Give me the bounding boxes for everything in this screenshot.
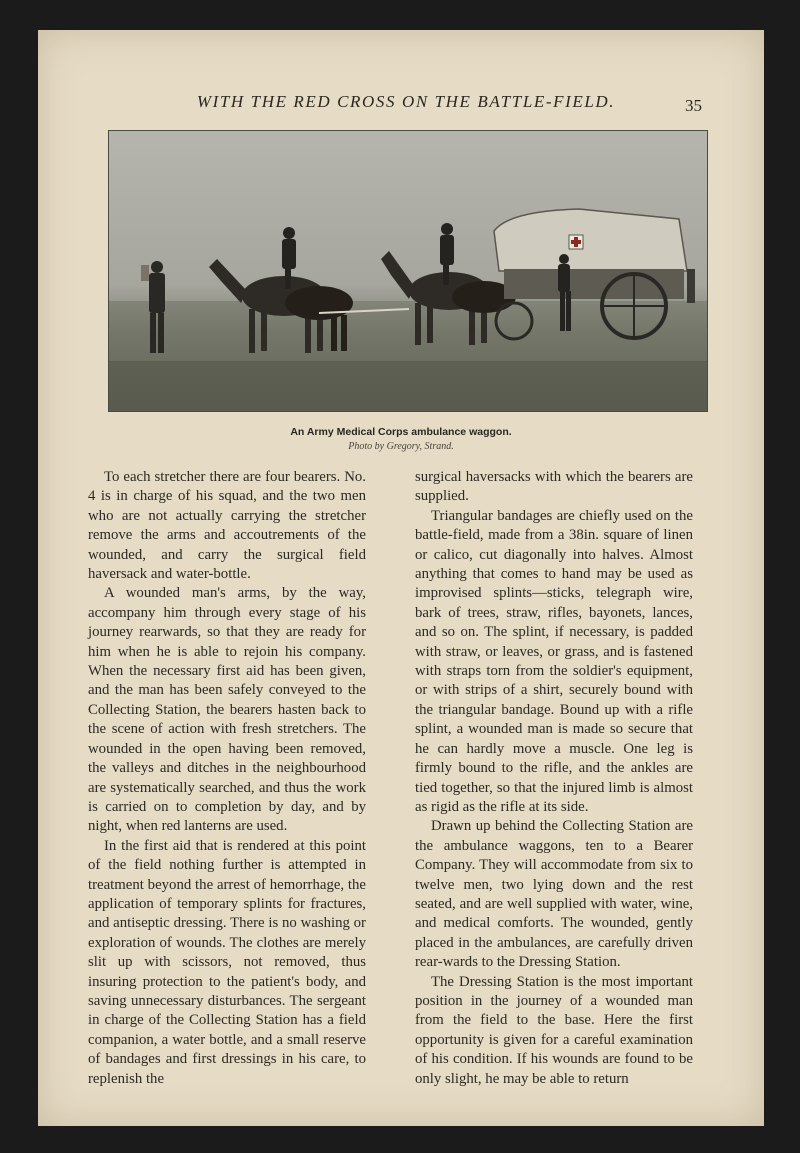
distant-figure [687, 269, 695, 303]
paragraph: surgical haversacks with which the bearers are supplied. [415, 469, 693, 505]
paragraph: Drawn up behind the Collecting Station are the ambulance waggons, ten to a Bearer Company. They will accommodate from six to twelve men, two lying down and the rest seated, and are well supplied with water, wine, and medical comforts. The wounded, gently placed in the ambulances, are carefully driven rear-wards to the Dressing Station. [415, 818, 693, 971]
paragraph: The Dressing Station is the most important position in the journey of a wounded man from the field to the base. Here the first opportunity is given for a careful examination of his condition. If his wounds are found to be only slight, he may be able to return [415, 973, 693, 1087]
ambulance-waggon-illustration [109, 131, 707, 411]
paragraph: Triangular bandages are chiefly used on the battle-field, made from a 38in. square of linen or calico, cut diagonally into halves. Almost anything that comes to hand may be used as improvised splints—sticks, telegraph wire, bark of trees, straw, rifles, bayonets, lances, and so on. The splint, if necessary, is padded with straw, or leaves, or grass, and is fastened with straps torn from the soldier's equipment, or with strips of a shirt, securely bound with the triangular bandage. Bound up with a rifle splint, a wounded man is made so secure that he can hardly move a muscle. One leg is firmly bound to the rifle, and the ankles are tied together, so that the injured limb is almost as rigid as the rifle at its side. [415, 507, 693, 815]
page-number: 35 [685, 96, 702, 115]
photo-credit: Photo by Gregory, Strand. [348, 441, 454, 452]
left-text-column [88, 468, 366, 1089]
figure-caption: An Army Medical Corps ambulance waggon. [290, 426, 512, 438]
right-text-column [415, 468, 693, 1089]
book-page [38, 30, 764, 1126]
running-title: WITH THE RED CROSS ON THE BATTLE-FIELD. [196, 92, 616, 111]
ambulance-photograph [108, 130, 708, 412]
paragraph: In the first aid that is rendered at this point of the field nothing further is attempted in treatment beyond the arrest of hemorrhage, the application of temporary splints for fractures, and antiseptic dressing. There is no washing or exploration of wounds. The clothes are merely slit up with scissors, not removed, thus insuring protection to the patient's body, and saving unnecessary disturbances. The sergeant in charge of the Collecting Station has a field companion, a water bottle, and a small reserve of bandages and first dressings in his care, to replenish the [88, 837, 366, 1087]
page-header [38, 92, 764, 116]
paragraph: A wounded man's arms, by the way, accompany him through every stage of his journey rearwards, so that they are ready for him when he is able to rejoin his company. When the necessary first aid has been given, and the man has been safely conveyed to the Collecting Station, the bearers hasten back to the scene of action with fresh stretchers. The wounded in the open having been removed, the valleys and ditches in the neighbourhood are systematically searched, and thus the work is carried on to completion by day, and by night, when red lanterns are used. [88, 585, 366, 835]
paragraph: To each stretcher there are four bearers. No. 4 is in charge of his squad, and the two men who are not actually carrying the stretcher remove the arms and accoutrements of the wounded, and carry the surgical field haversack and water-bottle. [88, 469, 366, 583]
foreground-grass [109, 361, 707, 411]
